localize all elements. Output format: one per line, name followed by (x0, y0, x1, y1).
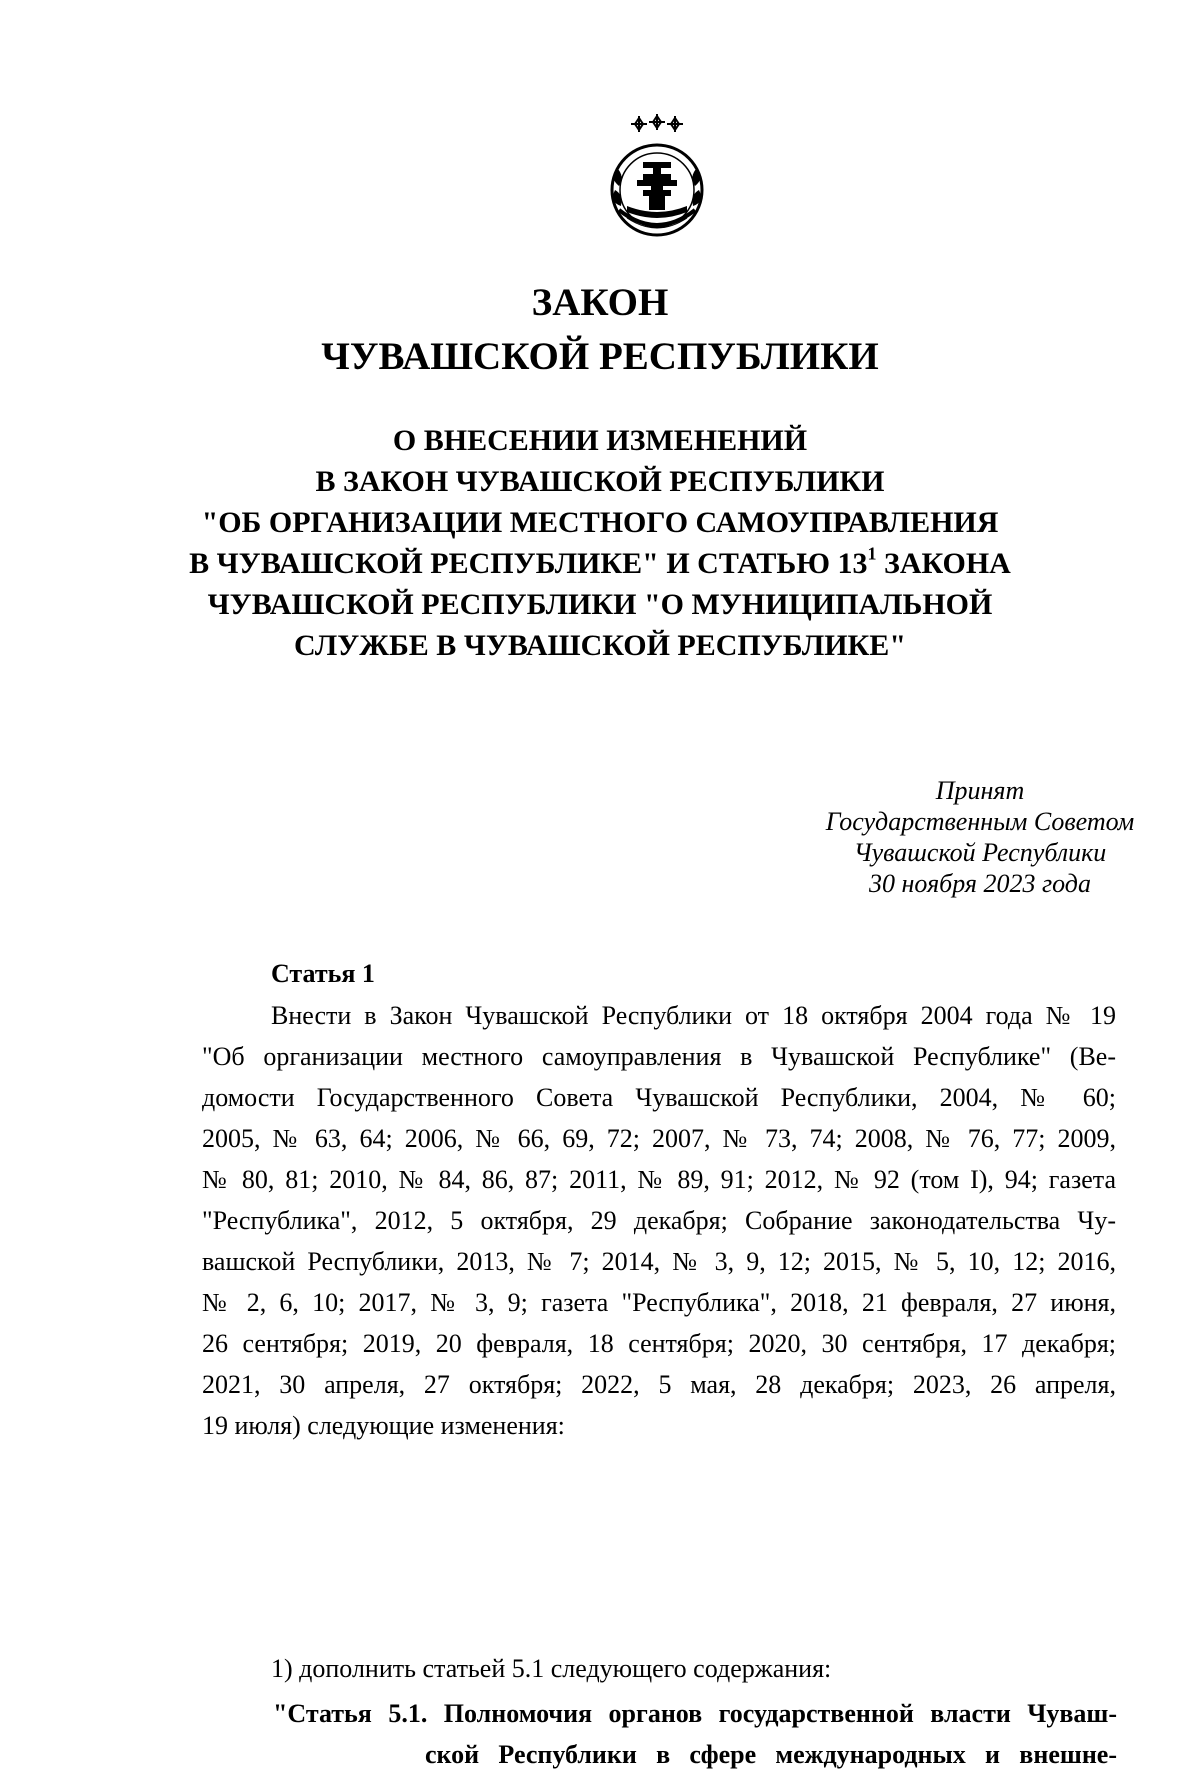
article-heading: Статья 1 (271, 959, 375, 988)
adoption-line: Принят (935, 776, 1025, 805)
body-line: 26 сентября; 2019, 20 февраля, 18 сентября; 2020, 30 сентября, 17 декабря; (202, 1329, 1116, 1358)
quoted-heading-line: ской Республики в сфере международных и внешне- (425, 1740, 1117, 1769)
body-line: вашской Республики, 2013, № 7; 2014, № 3, 9, 12; 2015, № 5, 10, 12; 2016, (202, 1247, 1116, 1276)
superscript: 1 (867, 543, 877, 564)
document-title-republic: ЧУВАШСКОЙ РЕСПУБЛИКИ (321, 335, 879, 378)
body-line: 2021, 30 апреля, 27 октября; 2022, 5 мая, 28 декабря; 2023, 26 апреля, (202, 1370, 1116, 1399)
subtitle-text: ЗАКОНА (876, 547, 1011, 580)
subtitle-line: В ЗАКОН ЧУВАШСКОЙ РЕСПУБЛИКИ (315, 465, 885, 498)
subtitle-line: ЧУВАШСКОЙ РЕСПУБЛИКИ "О МУНИЦИПАЛЬНОЙ (207, 588, 993, 621)
adoption-date: 30 ноября 2023 года (869, 869, 1091, 898)
subtitle-line: "ОБ ОРГАНИЗАЦИИ МЕСТНОГО САМОУПРАВЛЕНИЯ (201, 506, 999, 539)
body-line: 2005, № 63, 64; 2006, № 66, 69, 72; 2007, № 73, 74; 2008, № 76, 77; 2009, (202, 1124, 1116, 1153)
quoted-article-heading (273, 1693, 1117, 1775)
body-line: "Об организации местного самоуправления в Чувашской Республике" (Ве- (202, 1042, 1116, 1071)
subtitle-line (150, 543, 1050, 584)
document-title: ЗАКОН (531, 281, 669, 324)
adoption-note (740, 775, 1200, 899)
body-line: Внести в Закон Чувашской Республики от 18 октября 2004 года № 19 (271, 1001, 1116, 1030)
adoption-line: Государственным Советом (825, 807, 1135, 836)
body-line: "Республика", 2012, 5 октября, 29 декабря; Собрание законодательства Чу- (202, 1206, 1116, 1235)
body-line: 19 июля) следующие изменения: (202, 1411, 565, 1440)
quoted-heading-line: "Статья 5.1. Полномочия органов государственной власти Чуваш- (273, 1699, 1117, 1728)
subtitle-line: О ВНЕСЕНИИ ИЗМЕНЕНИЙ (392, 424, 808, 457)
body-line: домости Государственного Совета Чувашской Республики, 2004, № 60; (202, 1083, 1116, 1112)
chuvash-republic-coat-of-arms-icon (597, 110, 717, 240)
subtitle-line: СЛУЖБЕ В ЧУВАШСКОЙ РЕСПУБЛИКЕ" (294, 629, 906, 662)
body-line: № 80, 81; 2010, № 84, 86, 87; 2011, № 89, 91; 2012, № 92 (том I), 94; газета (202, 1165, 1116, 1194)
subtitle-text: В ЧУВАШСКОЙ РЕСПУБЛИКЕ" И СТАТЬЮ 13 (189, 547, 868, 580)
list-item: 1) дополнить статьей 5.1 следующего содержания: (271, 1654, 832, 1683)
emblem (597, 110, 717, 240)
law-subject (150, 420, 1050, 666)
article-body (202, 995, 1116, 1446)
body-line: № 2, 6, 10; 2017, № 3, 9; газета "Республика", 2018, 21 февраля, 27 июня, (202, 1288, 1116, 1317)
adoption-line: Чувашской Республики (853, 838, 1107, 867)
